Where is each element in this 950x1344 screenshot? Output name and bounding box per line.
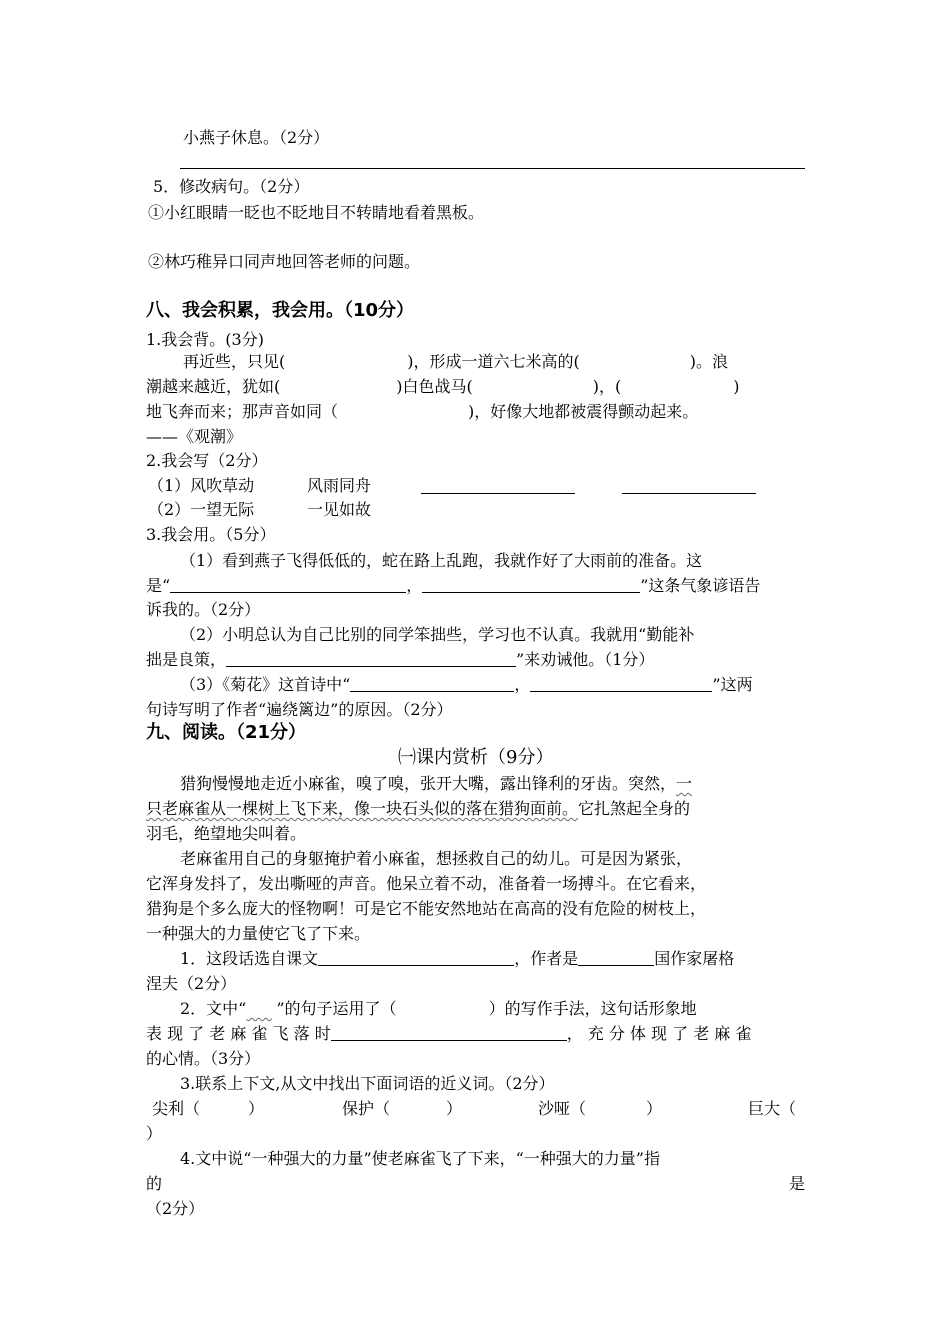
passage-line: 它浑身发抖了，发出嘶哑的声音。他呆立着不动，准备着一场搏斗。在它看来，: [146, 874, 707, 893]
question-line: 是: [789, 1174, 806, 1193]
underlined-text: 一: [676, 774, 693, 793]
text-line: [183, 351, 728, 373]
question-line: 的: [146, 1174, 163, 1193]
text-fragment: 尖利（: [152, 1099, 201, 1118]
sub-heading: ㈠课内赏析（9分）: [398, 747, 554, 768]
text-fragment: ， 充 分 体 现 了 老 麻 雀: [566, 1024, 752, 1043]
text-line: [180, 674, 753, 696]
text-fragment: ）: [446, 1099, 463, 1118]
text-line: [146, 649, 654, 671]
question-line: [180, 998, 697, 1020]
word-item: [152, 1098, 264, 1120]
text-fragment: )。浪: [689, 352, 728, 371]
answer-blank[interactable]: [530, 675, 712, 692]
answer-blank[interactable]: [350, 675, 514, 692]
passage-line: [180, 773, 692, 795]
source: ——《观潮》: [146, 427, 243, 446]
text-fragment: ）的写作手法，这句话形象地: [488, 999, 697, 1018]
text-fragment: 表 现 了 老 麻 雀 飞 落 时: [146, 1024, 331, 1043]
question-title: 3.我会用。（5分）: [146, 525, 276, 544]
text-fragment: ”这条气象谚语告: [640, 576, 761, 595]
text-fragment: 猎狗慢慢地走近小麻雀，嗅了嗅，张开大嘴，露出锋利的牙齿。突然，: [180, 774, 677, 793]
idiom: 一见如故: [307, 500, 372, 519]
text-fragment: 潮越来越近，犹如(: [146, 377, 281, 396]
passage-line: 羽毛，绝望地尖叫着。: [146, 824, 307, 843]
passage-line: [146, 798, 690, 820]
text-line: （2）小明总认为自己比别的同学笨拙些，学习也不认真。我就用“勤能补: [180, 625, 695, 644]
answer-blank[interactable]: [422, 576, 640, 593]
text-fragment: )白色战马(: [396, 377, 473, 396]
text-fragment: （3）《菊花》这首诗中“: [180, 675, 351, 694]
section-heading: 八、我会积累，我会用。（10分）: [146, 300, 415, 321]
text-fragment: 国作家屠格: [654, 949, 735, 968]
passage-line: 一种强大的力量使它飞了下来。: [146, 924, 371, 943]
question-line: （2分）: [146, 1199, 205, 1218]
text-fragment: )，好像大地都被震得颤动起来。: [468, 402, 699, 421]
text-line: 句诗写明了作者“遍绕篱边”的原因。（2分）: [146, 700, 453, 719]
idiom: 风雨同舟: [307, 476, 372, 495]
text-fragment: ）: [646, 1099, 663, 1118]
text-fragment: ，: [406, 576, 423, 595]
text-fragment: 沙哑（: [538, 1099, 587, 1118]
text-fragment: 是“: [146, 576, 171, 595]
text-line: [146, 575, 760, 597]
passage-line: 猎狗是个多么庞大的怪物啊！可是它不能安然地站在高高的没有危险的树枝上，: [146, 899, 707, 918]
text-fragment: ”这两: [712, 675, 753, 694]
question-line: [180, 948, 734, 970]
word-item-end: ）: [146, 1124, 163, 1143]
text-line: [146, 401, 698, 423]
text-fragment: 保护（: [342, 1099, 391, 1118]
answer-line[interactable]: [622, 493, 756, 494]
idiom: （1）风吹草动: [148, 476, 255, 495]
text-fragment: )，(: [592, 377, 622, 396]
answer-line[interactable]: [421, 493, 575, 494]
text-line: 诉我的。（2分）: [146, 600, 261, 619]
question-line: [146, 1023, 751, 1045]
answer-blank[interactable]: [318, 949, 514, 966]
text-fragment: 地飞奔而来；那声音如同（: [146, 402, 339, 421]
word-item: 巨大（: [748, 1099, 797, 1118]
answer-line[interactable]: [180, 168, 805, 169]
text-fragment: )，形成一道六七米高的(: [407, 352, 580, 371]
answer-blank[interactable]: [170, 576, 406, 593]
passage-line: 老麻雀用自己的身躯掩护着小麻雀，想拯救自己的幼儿。可是因为紧张，: [180, 849, 693, 868]
question-title: 1.我会背。(3分): [146, 330, 264, 349]
question-line: 涅夫（2分）: [146, 974, 237, 993]
answer-blank[interactable]: [578, 949, 654, 966]
answer-blank[interactable]: [226, 650, 516, 667]
text-fragment: 1．这段话选自课文: [180, 949, 319, 968]
text-fragment: 再近些，只见(: [183, 352, 286, 371]
text-fragment: ): [733, 377, 740, 396]
question-line: 4.文中说“一种强大的力量”使老麻雀飞了下来，“一种强大的力量”指: [180, 1149, 660, 1168]
text-line: 小燕子休息。（2分）: [183, 128, 330, 147]
section-heading: 九、阅读。（21分）: [146, 722, 307, 743]
text-fragment: 拙是良策，: [146, 650, 227, 669]
text-fragment: ”的句子运用了（: [276, 999, 397, 1018]
question-title: 2.我会写（2分）: [146, 451, 268, 470]
text-fragment: ，作者是: [514, 949, 579, 968]
underlined-text: 只老麻雀从一棵树上飞下来，像一块石头似的落在猎狗面前。: [146, 799, 579, 818]
wavy-mark: ​: [246, 999, 272, 1018]
idiom: （2）一望无际: [148, 500, 255, 519]
answer-blank[interactable]: [331, 1024, 567, 1041]
text-fragment: ”来劝诫他。（1分）: [516, 650, 655, 669]
text-line: [146, 376, 740, 398]
word-item: [342, 1098, 462, 1120]
question-line: 3.联系上下文,从文中找出下面词语的近义词。（2分）: [180, 1074, 555, 1093]
question-title: 5．修改病句。（2分）: [153, 177, 310, 196]
question-item: ①小红眼睛一眨也不眨地目不转睛地看着黑板。: [148, 203, 485, 222]
text-fragment: 它扎煞起全身的: [578, 799, 691, 818]
text-fragment: ，: [514, 675, 531, 694]
question-line: 的心情。（3分）: [146, 1049, 261, 1068]
text-line: （1）看到燕子飞得低低的，蛇在路上乱跑，我就作好了大雨前的准备。这: [180, 551, 703, 570]
question-item: ②林巧稚异口同声地回答老师的问题。: [148, 252, 421, 271]
word-item: [538, 1098, 662, 1120]
text-fragment: 2．文中“: [180, 999, 247, 1018]
text-fragment: ）: [248, 1099, 265, 1118]
